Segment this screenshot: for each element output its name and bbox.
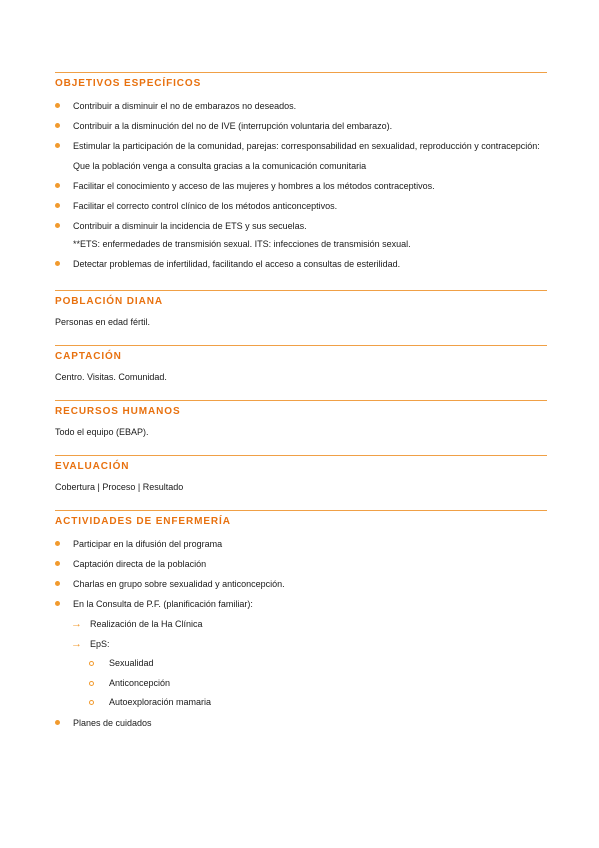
section-recursos — [55, 400, 547, 438]
list-item — [55, 96, 547, 116]
item-text: Autoexploración mamaria — [109, 697, 212, 707]
consulta-sublist — [55, 614, 547, 654]
actividades-list-cont — [55, 713, 547, 733]
list-item — [55, 594, 547, 614]
list-item — [55, 136, 547, 176]
item-text: Contribuir a la disminución del no de IVE (interrupción voluntaria del embarazo). — [73, 121, 393, 131]
divider — [55, 455, 547, 456]
eps-sublist — [55, 654, 547, 713]
bullet-icon — [55, 720, 60, 725]
item-text: EpS: — [90, 639, 110, 649]
footnote: **ETS: enfermedades de transmisión sexual. ITS: infecciones de transmisión sexual. — [73, 239, 411, 249]
section-text: Centro. Visitas. Comunidad. — [55, 372, 167, 382]
objetivos-list-cont — [55, 254, 547, 274]
circle-bullet-icon — [89, 700, 94, 705]
item-text: Participar en la difusión del programa — [73, 539, 223, 549]
item-text: Captación directa de la población — [73, 559, 207, 569]
item-text: Planes de cuidados — [73, 717, 152, 728]
list-item — [55, 216, 547, 236]
divider — [55, 400, 547, 401]
section-text: Cobertura | Proceso | Resultado — [55, 482, 184, 492]
section-actividades — [55, 510, 547, 733]
section-poblacion — [55, 290, 547, 328]
section-title: OBJETIVOS ESPECÍFICOS — [55, 78, 202, 89]
section-text: Personas en edad fértil. — [55, 317, 151, 327]
section-title: EVALUACIÓN — [55, 461, 130, 472]
list-item — [55, 674, 547, 694]
list-item — [55, 574, 547, 594]
section-evaluacion — [55, 455, 547, 493]
list-item — [55, 176, 547, 196]
section-title: RECURSOS HUMANOS — [55, 406, 181, 417]
bullet-icon — [55, 143, 60, 148]
item-text: Facilitar el conocimiento y acceso de las mujeres y hombres a los métodos contraceptivos. — [73, 181, 435, 191]
list-item — [55, 713, 547, 733]
item-text: Facilitar el correcto control clínico de los métodos anticonceptivos. — [73, 201, 338, 211]
item-text: En la Consulta de P.F. (planificación familiar): — [73, 599, 253, 609]
item-text: Estimular la participación de la comunidad, parejas: corresponsabilidad en sexualidad, reproducción y contracepción: Que la población venga a consulta gracias a la comunicación comunitaria — [73, 141, 540, 171]
list-item — [55, 693, 547, 713]
list-item — [55, 254, 547, 274]
section-title: ACTIVIDADES DE ENFERMERÍA — [55, 516, 231, 527]
item-text: Charlas en grupo sobre sexualidad y anticoncepción. — [73, 579, 285, 589]
item-text: Contribuir a disminuir el no de embarazos no deseados. — [73, 101, 297, 111]
section-title: CAPTACIÓN — [55, 351, 122, 362]
bullet-icon — [55, 581, 60, 586]
document-page — [55, 72, 547, 733]
bullet-icon — [55, 203, 60, 208]
section-objetivos — [55, 72, 547, 274]
list-item — [55, 534, 547, 554]
divider — [55, 510, 547, 511]
objetivos-list — [55, 96, 547, 236]
item-text: Anticoncepción — [109, 677, 171, 688]
divider — [55, 345, 547, 346]
divider — [55, 72, 547, 73]
section-title: POBLACIÓN DIANA — [55, 296, 163, 307]
list-item — [55, 116, 547, 136]
actividades-list — [55, 534, 547, 614]
list-item — [55, 614, 547, 634]
bullet-icon — [55, 103, 60, 108]
list-item — [55, 196, 547, 216]
section-captacion — [55, 345, 547, 383]
bullet-icon — [55, 601, 60, 606]
list-item — [55, 554, 547, 574]
arrow-right-icon: → — [71, 618, 82, 630]
circle-bullet-icon — [89, 661, 94, 666]
arrow-right-icon: → — [71, 638, 82, 650]
item-text: Sexualidad — [109, 658, 154, 668]
list-item — [55, 634, 547, 654]
circle-bullet-icon — [89, 681, 94, 686]
item-text: Contribuir a disminuir la incidencia de ETS y sus secuelas. — [73, 221, 307, 231]
bullet-icon — [55, 223, 60, 228]
item-text: Detectar problemas de infertilidad, facilitando el acceso a consultas de esterilidad. — [73, 259, 401, 269]
list-item — [55, 654, 547, 674]
bullet-icon — [55, 261, 60, 266]
item-text: Realización de la Ha Clínica — [90, 619, 203, 629]
section-text: Todo el equipo (EBAP). — [55, 427, 149, 437]
bullet-icon — [55, 123, 60, 128]
divider — [55, 290, 547, 291]
bullet-icon — [55, 561, 60, 566]
bullet-icon — [55, 183, 60, 188]
bullet-icon — [55, 541, 60, 546]
